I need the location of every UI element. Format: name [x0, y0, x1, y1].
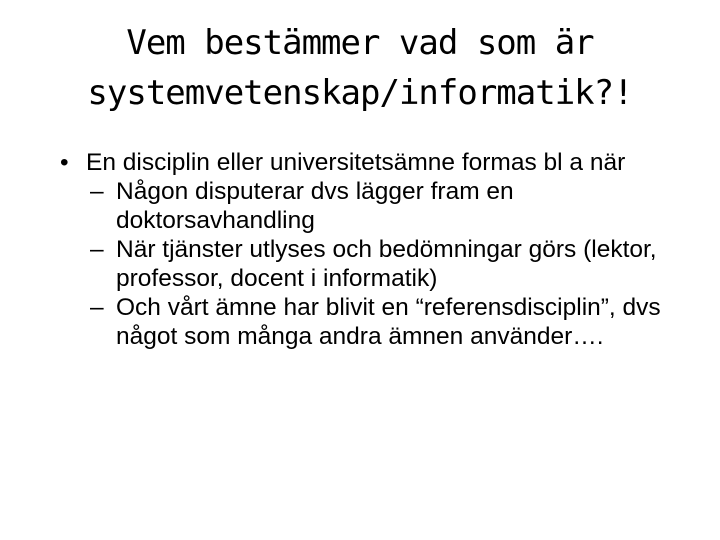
bullet-item — [60, 148, 700, 177]
subpoint-2 — [60, 235, 700, 293]
title-line-2: systemvetenskap/informatik?! — [87, 73, 633, 113]
bullet-marker: • — [60, 149, 69, 176]
subpoint-marker: – — [90, 236, 104, 263]
subpoint-3 — [60, 293, 700, 351]
subpoint-text: När tjänster utlyses och bedömningar görs (lektor, professor, docent i informatik) — [116, 236, 657, 292]
subpoint-text: Någon disputerar dvs lägger fram en doktorsavhandling — [116, 178, 514, 234]
bullet-text: En disciplin eller universitetsämne formas bl a när — [86, 149, 626, 176]
subpoint-marker: – — [90, 178, 104, 205]
subpoint-1 — [60, 177, 700, 235]
subpoint-marker: – — [90, 294, 104, 321]
slide-body — [60, 148, 700, 351]
title-line-1: Vem bestämmer vad som är — [126, 23, 594, 63]
slide-title — [40, 18, 680, 118]
subpoint-text: Och vårt ämne har blivit en “referensdisciplin”, dvs något som många andra ämnen använder…. — [116, 294, 661, 350]
